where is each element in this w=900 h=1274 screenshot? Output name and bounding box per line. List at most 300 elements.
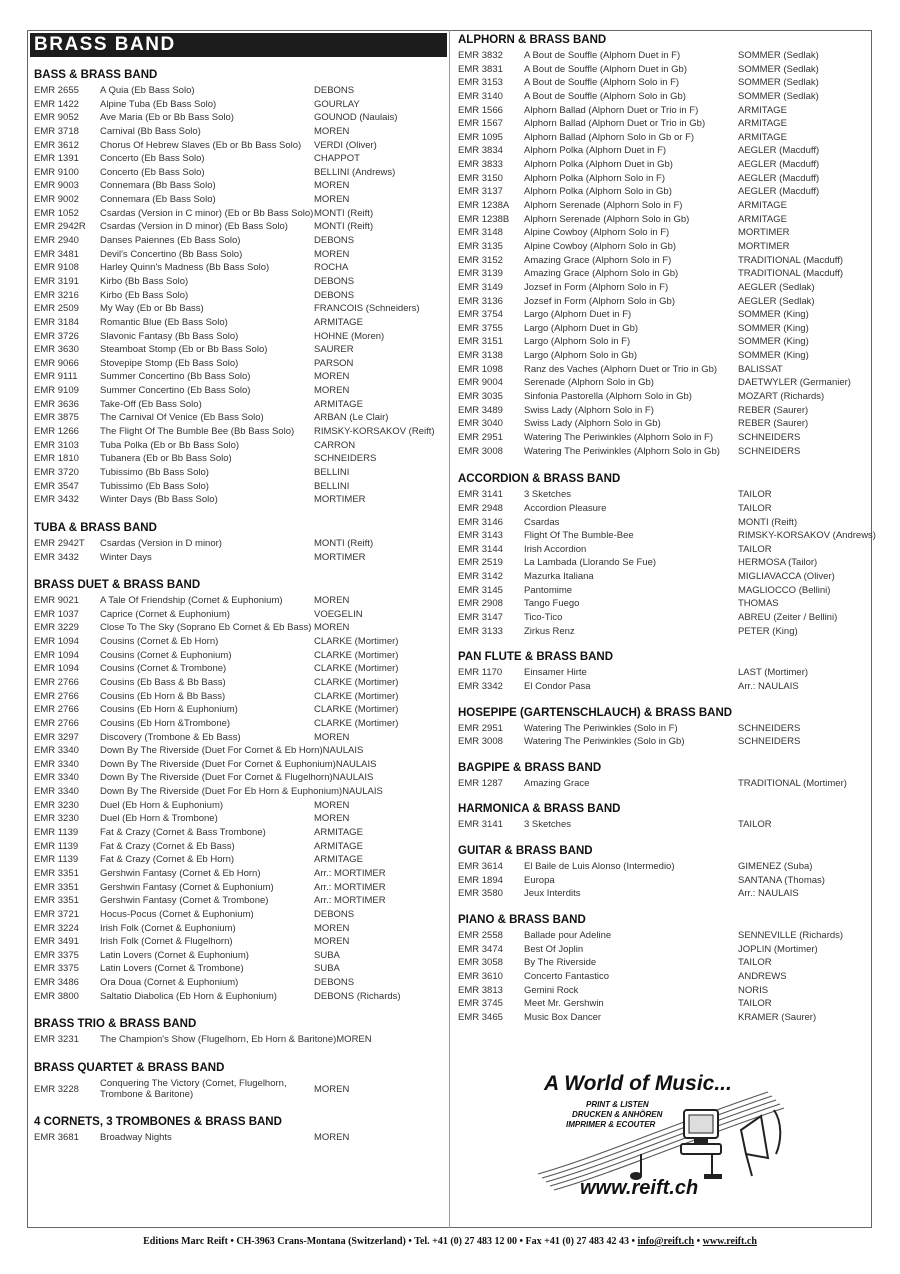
catalog-code: EMR 3139 [458, 268, 503, 280]
piece-title: Amazing Grace (Alphorn Solo in Gb) [524, 268, 679, 280]
composer: NORIS [738, 984, 769, 996]
catalog-row [458, 172, 870, 186]
catalog-row [34, 771, 444, 785]
footer-fax: Fax +41 (0) 27 483 42 43 [525, 1236, 629, 1247]
catalog-code: EMR 2940 [34, 235, 79, 247]
composer: SOMMER (King) [738, 336, 809, 348]
piece-title: Ora Doua (Cornet & Euphonium) [100, 977, 239, 989]
catalog-row [458, 131, 870, 145]
logo-headline: A World of Music... [544, 1072, 732, 1095]
piece-title: Steamboat Stomp (Eb or Bb Bass Solo) [100, 344, 268, 356]
piece-title: Alphorn Serenade (Alphorn Solo in F) [524, 200, 683, 212]
catalog-section [458, 913, 870, 1024]
composer: DEBONS [314, 289, 355, 301]
catalog-row [34, 439, 444, 453]
piece-title: Mazurka Italiana [524, 571, 594, 583]
piece-title: A Bout de Souffle (Alphorn Solo in Gb) [524, 90, 686, 102]
composer: SUBA [314, 949, 340, 961]
section-title: PAN FLUTE & BRASS BAND [458, 651, 614, 664]
piece-title: Jozsef in Form (Alphorn Solo in Gb) [524, 295, 676, 307]
catalog-code: EMR 3875 [34, 412, 79, 424]
piece-title: Alpine Cowboy (Alphorn Solo in F) [524, 227, 670, 239]
catalog-row [458, 570, 870, 584]
composer: BALISSAT [738, 363, 783, 375]
composer: TAILOR [738, 502, 772, 514]
catalog-code: EMR 3340 [34, 772, 79, 784]
piece-title: Cousins (Cornet & Trombone) [100, 663, 227, 675]
piece-title: A Quia (Eb Bass Solo) [100, 85, 195, 96]
composer: VOEGELIN [314, 608, 363, 620]
catalog-row [34, 302, 444, 316]
catalog-code: EMR 2519 [458, 557, 503, 569]
composer: DEBONS [314, 235, 355, 247]
catalog-rows [34, 1077, 444, 1101]
catalog-row [458, 887, 870, 901]
catalog-row [458, 445, 870, 459]
catalog-row [458, 666, 870, 680]
composer: REBER (Saurer) [738, 418, 809, 430]
catalog-row [458, 76, 870, 90]
piece-title: A Bout de Souffle (Alphorn Duet in F) [524, 50, 681, 61]
piece-title: Cousins (Eb Bass & Bb Bass) [100, 676, 226, 688]
composer: CLARKE (Mortimer) [314, 649, 399, 661]
logo-line-2: DRUCKEN & ANHÖREN [572, 1110, 663, 1119]
composer: MONTI (Reift) [314, 207, 374, 219]
catalog-code: EMR 3375 [34, 963, 79, 975]
catalog-row [34, 703, 444, 717]
composer: NAULAIS [335, 758, 377, 770]
catalog-code: EMR 3491 [34, 936, 79, 948]
piece-title: Csardas [524, 516, 560, 528]
catalog-code: EMR 3216 [34, 289, 79, 301]
catalog-code: EMR 2766 [34, 676, 79, 688]
catalog-code: EMR 1139 [34, 840, 79, 852]
piece-title: Swiss Lady (Alphorn Solo in F) [524, 404, 654, 416]
composer: MOREN [314, 936, 350, 948]
catalog-rows [34, 537, 444, 564]
catalog-code: EMR 2948 [458, 502, 503, 514]
page-banner: BRASS BAND [30, 33, 447, 57]
catalog-row [34, 935, 444, 949]
catalog-rows [458, 666, 870, 693]
catalog-row [458, 254, 870, 268]
piece-title: Ballade pour Adeline [524, 930, 612, 942]
composer: TRADITIONAL (Macduff) [738, 254, 844, 266]
piece-title: Ave Maria (Eb or Bb Bass Solo) [100, 112, 234, 124]
piece-title: Saltatio Diabolica (Eb Horn & Euphonium) [100, 990, 277, 1002]
catalog-code: EMR 3720 [34, 466, 79, 478]
piece-title: Caprice (Cornet & Euphonium) [100, 608, 230, 620]
catalog-row [458, 226, 870, 240]
composer: HOHNE (Moren) [314, 330, 385, 342]
footer-web-link[interactable]: www.reift.ch [702, 1236, 757, 1247]
catalog-code: EMR 1894 [458, 874, 503, 886]
piece-title: Alphorn Polka (Alphorn Solo in Gb) [524, 186, 672, 198]
catalog-row [458, 322, 870, 336]
catalog-row [458, 943, 870, 957]
catalog-row [34, 466, 444, 480]
piece-title: Gershwin Fantasy (Cornet & Eb Horn) [100, 867, 261, 879]
catalog-row [34, 785, 444, 799]
composer: MOREN [314, 371, 350, 383]
catalog-row [34, 826, 444, 840]
catalog-row [34, 193, 444, 207]
catalog-code: EMR 1567 [458, 118, 503, 130]
piece-title: Down By The Riverside (Duet For Cornet & Euphonium) [100, 758, 336, 770]
catalog-code: EMR 3342 [458, 680, 503, 692]
catalog-row [34, 357, 444, 371]
composer: GIMENEZ (Suba) [738, 861, 813, 873]
catalog-code: EMR 3058 [458, 957, 503, 969]
piece-title: Europa [524, 874, 555, 886]
piece-title: Connemara (Eb Bass Solo) [100, 194, 216, 206]
piece-title: Watering The Periwinkles (Alphorn Solo in Gb) [524, 445, 720, 457]
piece-title: Summer Concertino (Bb Bass Solo) [100, 371, 251, 383]
composer: MOREN [314, 1083, 350, 1095]
composer: MOREN [314, 1132, 350, 1144]
catalog-row [34, 111, 444, 125]
catalog-code: EMR 1810 [34, 453, 79, 465]
piece-title: Close To The Sky (Soprano Eb Cornet & Eb Bass) [100, 622, 312, 634]
catalog-row [458, 267, 870, 281]
composer: CLARKE (Mortimer) [314, 704, 399, 716]
composer: MORTIMER [314, 551, 366, 563]
composer: DEBONS (Richards) [314, 990, 401, 1002]
catalog-row [34, 894, 444, 908]
section-title: BRASS TRIO & BRASS BAND [34, 1018, 197, 1031]
catalog-code: EMR 3229 [34, 622, 79, 634]
catalog-row [458, 874, 870, 888]
catalog-row [34, 330, 444, 344]
catalog-section [458, 33, 870, 458]
piece-title: Irish Accordion [524, 543, 587, 555]
composer: JOPLIN (Mortimer) [738, 943, 818, 955]
composer: LAST (Mortimer) [738, 667, 809, 679]
column-divider [449, 30, 450, 1228]
catalog-row [34, 690, 444, 704]
catalog-code: EMR 2951 [458, 722, 503, 734]
catalog-row [34, 248, 444, 262]
catalog-code: EMR 1094 [34, 649, 79, 661]
catalog-code: EMR 3153 [458, 77, 503, 89]
section-title: BASS & BRASS BAND [34, 69, 158, 81]
catalog-code: EMR 3141 [458, 489, 503, 501]
composer: MORTIMER [738, 240, 790, 252]
catalog-code: EMR 3351 [34, 867, 79, 879]
catalog-code: EMR 9004 [458, 377, 503, 389]
catalog-code: EMR 3008 [458, 445, 503, 457]
footer-tel: Tel. +41 (0) 27 483 12 00 [414, 1236, 518, 1247]
piece-title: Slavonic Fantasy (Bb Bass Solo) [100, 330, 239, 342]
catalog-row [458, 376, 870, 390]
catalog-row [34, 343, 444, 357]
catalog-row [458, 335, 870, 349]
piece-title: Stovepipe Stomp (Eb Bass Solo) [100, 357, 239, 369]
catalog-row [458, 281, 870, 295]
catalog-code: EMR 3231 [34, 1034, 79, 1046]
composer: SOMMER (King) [738, 322, 809, 334]
composer: SOMMER (Sedlak) [738, 77, 819, 89]
catalog-code: EMR 3230 [34, 799, 79, 811]
composer: MOREN [314, 799, 350, 811]
catalog-code: EMR 3136 [458, 295, 503, 307]
catalog-row [458, 431, 870, 445]
piece-title: Latin Lovers (Cornet & Euphonium) [100, 949, 249, 961]
catalog-row [34, 275, 444, 289]
catalog-row [34, 976, 444, 990]
catalog-code: EMR 3103 [34, 439, 79, 451]
catalog-code: EMR 3040 [458, 418, 503, 430]
composer: TAILOR [738, 819, 772, 831]
catalog-row [34, 425, 444, 439]
catalog-row [34, 867, 444, 881]
catalog-code: EMR 3224 [34, 922, 79, 934]
piece-title: El Baile de Luis Alonso (Intermedio) [524, 861, 675, 873]
catalog-row [34, 207, 444, 221]
catalog-row [458, 308, 870, 322]
composer: BELLINI [314, 466, 350, 478]
composer: MOREN [314, 731, 350, 743]
catalog-code: EMR 1094 [34, 663, 79, 675]
composer: ARMITAGE [738, 104, 787, 116]
catalog-row [458, 680, 870, 694]
catalog-code: EMR 3630 [34, 344, 79, 356]
piece-title: Take-Off (Eb Bass Solo) [100, 398, 202, 410]
catalog-rows [458, 818, 870, 832]
composer: Arr.: NAULAIS [738, 680, 799, 692]
catalog-row [34, 962, 444, 976]
composer: ARMITAGE [314, 827, 363, 839]
catalog-code: EMR 3833 [458, 159, 503, 171]
composer: SCHNEIDERS [738, 445, 801, 457]
catalog-row [34, 717, 444, 731]
catalog-row [458, 611, 870, 625]
composer: DEBONS [314, 275, 355, 287]
catalog-code: EMR 3465 [458, 1011, 503, 1023]
catalog-code: EMR 3755 [458, 322, 503, 334]
catalog-row [458, 104, 870, 118]
catalog-code: EMR 2766 [34, 704, 79, 716]
catalog-code: EMR 3184 [34, 316, 79, 328]
catalog-code: EMR 3149 [458, 281, 503, 293]
section-title: ACCORDION & BRASS BAND [458, 473, 621, 486]
composer: SOMMER (King) [738, 309, 809, 321]
catalog-code: EMR 3375 [34, 949, 79, 961]
catalog-code: EMR 3191 [34, 275, 79, 287]
catalog-code: EMR 3474 [458, 943, 503, 955]
catalog-row [34, 370, 444, 384]
piece-title: Tubissimo (Bb Bass Solo) [100, 466, 209, 478]
catalog-code: EMR 3432 [34, 494, 79, 506]
catalog-code: EMR 3230 [34, 813, 79, 825]
piece-title: Largo (Alphorn Solo in F) [524, 336, 631, 348]
catalog-code: EMR 2951 [458, 431, 503, 443]
catalog-code: EMR 3138 [458, 350, 503, 362]
catalog-code: EMR 3148 [458, 227, 503, 239]
composer: Arr.: NAULAIS [738, 888, 799, 900]
catalog-code: EMR 3681 [34, 1132, 79, 1144]
piece-title: By The Riverside [524, 957, 597, 969]
composer: NAULAIS [332, 772, 374, 784]
piece-title: Latin Lovers (Cornet & Trombone) [100, 963, 244, 975]
catalog-section [458, 706, 870, 749]
catalog-row [34, 799, 444, 813]
piece-title: Cousins (Eb Horn & Euphonium) [100, 704, 238, 716]
catalog-row [458, 556, 870, 570]
catalog-row [34, 649, 444, 663]
piece-title: Flight Of The Bumble-Bee [524, 530, 634, 542]
catalog-row [34, 316, 444, 330]
piece-title: Fat & Crazy (Cornet & Bass Trombone) [100, 827, 266, 839]
section-title: TUBA & BRASS BAND [34, 521, 157, 534]
catalog-code: EMR 2558 [458, 930, 503, 942]
section-title: PIANO & BRASS BAND [458, 914, 586, 927]
composer: SOMMER (Sedlak) [738, 63, 819, 75]
piece-title: Hocus-Pocus (Cornet & Euphonium) [100, 908, 254, 920]
composer: CLARKE (Mortimer) [314, 717, 399, 729]
catalog-row [458, 158, 870, 172]
composer: ABREU (Zeiter / Bellini) [738, 611, 838, 623]
catalog-row [34, 551, 444, 565]
composer: SANTANA (Thomas) [738, 874, 825, 886]
catalog-code: EMR 1266 [34, 426, 79, 438]
catalog-code: EMR 1287 [458, 777, 503, 789]
section-title: BRASS DUET & BRASS BAND [34, 579, 201, 592]
piece-title: Serenade (Alphorn Solo in Gb) [524, 377, 654, 389]
logo-line-1: PRINT & LISTEN [586, 1100, 649, 1109]
piece-title: Alpine Tuba (Eb Bass Solo) [100, 98, 217, 110]
catalog-row [34, 261, 444, 275]
catalog-row [34, 398, 444, 412]
catalog-section [34, 521, 444, 564]
catalog-section [34, 68, 444, 507]
section-title: ALPHORN & BRASS BAND [458, 34, 607, 46]
catalog-code: EMR 3612 [34, 139, 79, 151]
catalog-rows [458, 777, 870, 791]
piece-title: El Condor Pasa [524, 680, 591, 692]
composer: MORTIMER [738, 227, 790, 239]
composer: MOREN [314, 813, 350, 825]
composer: SENNEVILLE (Richards) [738, 930, 844, 942]
piece-title: A Bout de Souffle (Alphorn Duet in Gb) [524, 63, 688, 75]
composer: ARMITAGE [314, 316, 363, 328]
catalog-section [34, 1061, 444, 1101]
composer: FRANCOIS (Schneiders) [314, 303, 420, 315]
piece-title: Chorus Of Hebrew Slaves (Eb or Bb Bass Solo) [100, 139, 302, 151]
catalog-row [458, 584, 870, 598]
catalog-row [458, 213, 870, 227]
composer: THOMAS [738, 598, 779, 610]
catalog-row [34, 608, 444, 622]
piece-title: Cousins (Eb Horn & Bb Bass) [100, 690, 226, 702]
catalog-row [458, 597, 870, 611]
catalog-code: EMR 3147 [458, 611, 503, 623]
composer: KRAMER (Saurer) [738, 1011, 817, 1023]
composer: TAILOR [738, 489, 772, 501]
composer: GOUNOD (Naulais) [314, 112, 398, 124]
catalog-row [34, 922, 444, 936]
composer: SOMMER (Sedlak) [738, 50, 819, 61]
piece-title: Tico-Tico [524, 611, 563, 623]
composer: ROCHA [314, 262, 349, 274]
composer: RIMSKY-KORSAKOV (Reift) [314, 426, 435, 438]
catalog-row [458, 90, 870, 104]
logo-graphic [536, 1070, 786, 1200]
catalog-row [34, 166, 444, 180]
catalog-row [458, 502, 870, 516]
catalog-row [34, 234, 444, 248]
catalog-code: EMR 3580 [458, 888, 503, 900]
catalog-code: EMR 1098 [458, 363, 503, 375]
piece-title: Accordion Pleasure [524, 502, 607, 514]
catalog-code: EMR 3834 [458, 145, 503, 157]
composer: TRADITIONAL (Mortimer) [738, 777, 847, 789]
piece-title: Alphorn Ballad (Alphorn Solo in Gb or F) [524, 131, 695, 143]
catalog-code: EMR 3008 [458, 736, 503, 748]
composer: CARRON [314, 439, 356, 451]
piece-title: Best Of Joplin [524, 943, 584, 955]
piece-title: Cousins (Cornet & Euphonium) [100, 649, 232, 661]
catalog-row [458, 818, 870, 832]
composer: MOREN [314, 922, 350, 934]
composer: SUBA [314, 963, 340, 975]
catalog-row [34, 411, 444, 425]
composer: Arr.: MORTIMER [314, 867, 386, 879]
piece-title: Concerto (Eb Bass Solo) [100, 166, 205, 178]
piece-title: The Carnival Of Venice (Eb Bass Solo) [100, 412, 264, 424]
piece-title: Csardas (Version in C minor) (Eb or Bb Bass Solo) [100, 207, 314, 219]
piece-title: Swiss Lady (Alphorn Solo in Gb) [524, 418, 661, 430]
piece-title: Irish Folk (Cornet & Euphonium) [100, 922, 236, 934]
catalog-row [34, 744, 444, 758]
composer: DAETWYLER (Germanier) [738, 377, 851, 389]
footer-publisher: Editions Marc Reift [143, 1236, 228, 1247]
composer: NAULAIS [342, 786, 383, 798]
section-title: HOSEPIPE (GARTENSCHLAUCH) & BRASS BAND [458, 706, 733, 719]
catalog-code: EMR 1139 [34, 854, 79, 866]
catalog-code: EMR 3137 [458, 186, 503, 198]
catalog-code: EMR 3140 [458, 90, 503, 102]
catalog-code: EMR 3547 [34, 480, 79, 492]
catalog-code: EMR 3151 [458, 336, 503, 348]
piece-title: A Bout de Souffle (Alphorn Solo in F) [524, 77, 680, 89]
piece-title: Duel (Eb Horn & Trombone) [100, 813, 218, 825]
catalog-code: EMR 3340 [34, 758, 79, 770]
composer: AEGLER (Macduff) [738, 172, 820, 184]
composer: SCHNEIDERS [738, 722, 801, 734]
catalog-code: EMR 9066 [34, 357, 79, 369]
piece-title: Jozsef in Form (Alphorn Solo in F) [524, 281, 669, 293]
piece-title: Largo (Alphorn Duet in Gb) [524, 322, 639, 334]
catalog-row [34, 758, 444, 772]
piece-title: 3 Sketches [524, 819, 571, 831]
piece-title: Amazing Grace [524, 777, 590, 789]
composer: HERMOSA (Tailor) [738, 557, 818, 569]
footer-email-link[interactable]: info@reift.ch [637, 1236, 695, 1247]
composer: AEGLER (Sedlak) [738, 281, 815, 293]
piece-title: The Champion's Show (Flugelhorn, Eb Horn & Baritone) [100, 1034, 337, 1046]
composer: REBER (Saurer) [738, 404, 809, 416]
catalog-row [458, 349, 870, 363]
composer: BELLINI [314, 480, 350, 492]
composer: AEGLER (Sedlak) [738, 295, 815, 307]
catalog-row [34, 840, 444, 854]
piece-title: Watering The Periwinkles (Solo in F) [524, 722, 678, 734]
catalog-code: EMR 3145 [458, 584, 503, 596]
catalog-code: EMR 2766 [34, 717, 79, 729]
catalog-code: EMR 3636 [34, 398, 79, 410]
catalog-code: EMR 3135 [458, 240, 503, 252]
